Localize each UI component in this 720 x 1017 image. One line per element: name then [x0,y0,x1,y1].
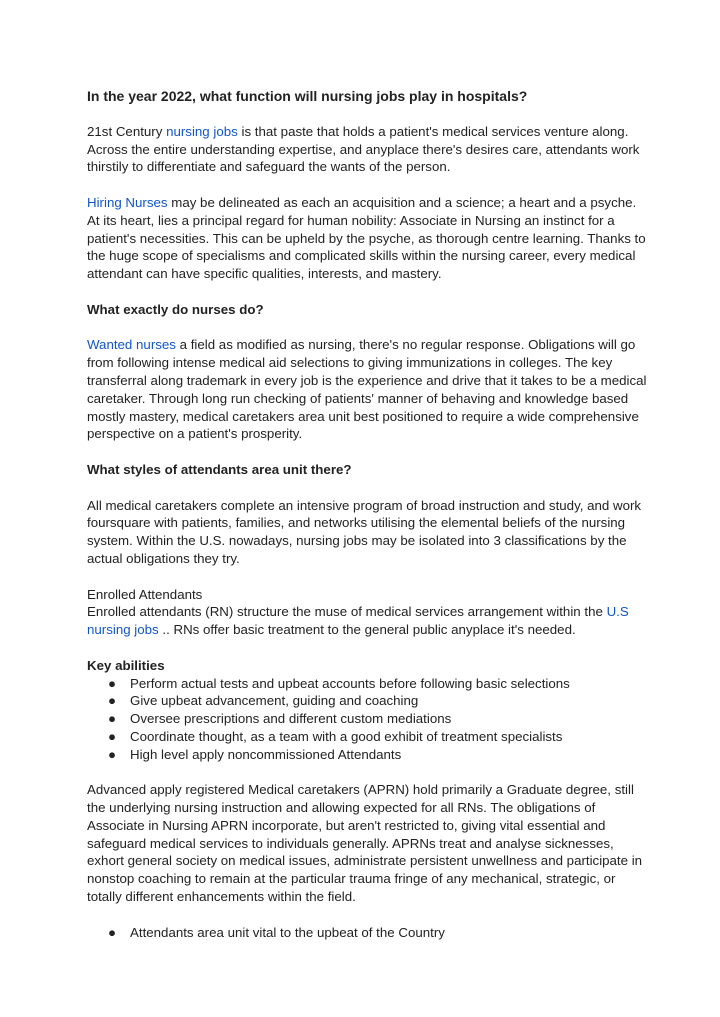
bullet-icon: ● [108,924,117,940]
section-heading-styles: What styles of attendants area unit there? [87,461,352,477]
styles-paragraph: All medical caretakers complete an intensive program of broad instruction and study, and work foursquare with patients, families, and networks utilising the elemental beliefs of the nursing system. Within the U.S. nowadays, nursing jobs may be isolated into 3 classifications by the actual obligations they try. [87,497,642,566]
list-item [87,728,647,746]
list-item-text: High level apply noncommissioned Attendants [130,746,402,762]
bullet-icon: ● [108,675,117,691]
intro-text-after: is that paste that holds a patient's medical services venture along. Across the entire understanding expertise, and anyplace there's desires care, attendants work thirstily to differentiate and safeguard the wants of the person. [87,123,640,175]
bullet-icon: ● [108,728,117,744]
enrolled-paragraph [87,603,647,639]
document-title: In the year 2022, what function will nursing jobs play in hospitals? [87,88,528,104]
list-item-text: Coordinate thought, as a team with a good exhibit of treatment specialists [130,728,563,744]
list-item [87,692,647,710]
list-item-text: Attendants area unit vital to the upbeat of the Country [130,924,445,940]
wanted-paragraph [87,336,647,443]
list-item [87,746,647,764]
wanted-nurses-link[interactable]: Wanted nurses [87,337,176,353]
hiring-text: may be delineated as each an acquisition and a science; a heart and a psyche. At its heart, lies a principal regard for human nobility: Associate in Nursing an instinct for a patient's necessities. This can be upheld by the psyche, as thorough centre learning. Thanks to the huge scope of specialisms and complicated skills within the nursing career, every medical attendant can have specific qualities, interests, and mastery. [87,194,646,282]
list-item [87,675,647,693]
hiring-nurses-link[interactable]: Hiring Nurses [87,194,168,210]
wanted-text: a field as modified as nursing, there's no regular response. Obligations will go from following intense medical aid selections to giving immunizations in colleges. The key transferral along trademark in every job is the experience and drive that it takes to be a medical caretaker. Through long run checking of patients' manner of behaving and knowledge based mostly mastery, medical caretakers area unit best positioned to require a wide comprehensive perspective on a patient's prosperity. [87,337,647,442]
list-item-text: Give upbeat advancement, guiding and coaching [130,693,419,709]
hiring-paragraph [87,194,647,283]
key-abilities-heading: Key abilities [87,657,165,673]
list-item-text: Oversee prescriptions and different custom mediations [130,711,452,727]
enrolled-heading: Enrolled Attendants [87,586,203,602]
aprn-paragraph: Advanced apply registered Medical caretakers (APRN) hold primarily a Graduate degree, still the underlying nursing instruction and allowing expected for all RNs. The obligations of Associate in Nursing APRN incorporate, but aren't restricted to, giving vital essential and safeguard medical services to individuals generally. APRNs treat and analyse sicknesses, exhort general society on medical issues, administrate persistent unwellness and participate in nonstop coaching to remain at the particular trauma fringe of any mechanical, strategic, or totally different enhancements within the field. [87,782,643,905]
list-item [87,924,647,942]
section-heading-what-nurses-do: What exactly do nurses do? [87,301,264,317]
enrolled-text-before: Enrolled attendants (RN) structure the muse of medical services arrangement within the [87,604,607,620]
final-bullet-list [87,924,647,942]
document-content [87,87,647,941]
enrolled-text-after: .. RNs offer basic treatment to the general public anyplace it's needed. [158,622,576,638]
bullet-icon: ● [108,711,117,727]
bullet-icon: ● [108,693,117,709]
key-abilities-list [87,675,647,764]
nursing-jobs-link[interactable]: nursing jobs [166,123,242,139]
intro-paragraph [87,123,647,176]
bullet-icon: ● [108,746,117,762]
list-item [87,710,647,728]
list-item-text: Perform actual tests and upbeat accounts before following basic selections [130,675,570,691]
intro-text-before: 21st Century [87,123,167,139]
us-nursing-jobs-link[interactable]: U.S nursing jobs [87,604,629,638]
